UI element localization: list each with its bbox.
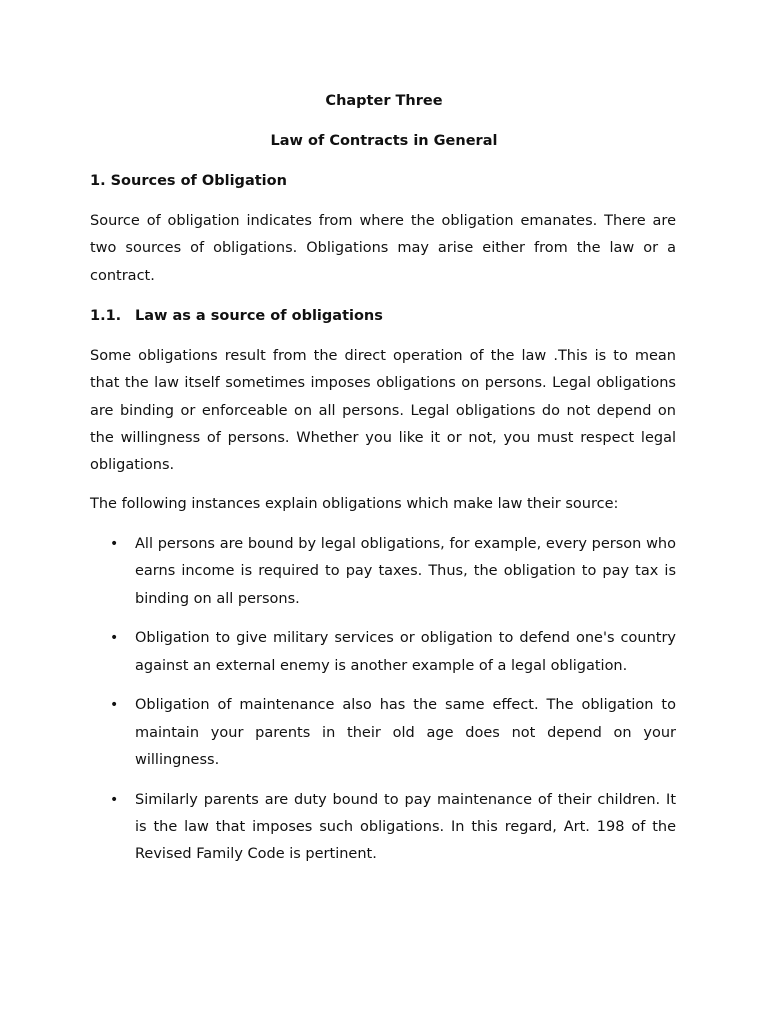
subsection-heading-text: Law as a source of obligations bbox=[135, 308, 383, 324]
list-item bbox=[90, 531, 676, 613]
section-heading-text: Sources of Obligation bbox=[110, 173, 287, 189]
bullet-icon: • bbox=[110, 697, 119, 714]
list-item bbox=[90, 692, 676, 774]
bullet-icon: • bbox=[110, 536, 119, 552]
paragraph-law-source: Some obligations result from the direct operation of the law .This is to mean that the law itself sometimes imposes obligations on persons. Legal obligations are binding or enforceable on all persons. Legal obligations do not depend on the willingness of persons. Whether you like it or not, you must respect legal obligations. bbox=[90, 348, 676, 474]
paragraph-sources: Source of obligation indicates from where the obligation emanates. There are two sources of obligations. Obligations may arise either from the law or a contract. bbox=[90, 213, 676, 284]
chapter-title: Chapter Three bbox=[325, 93, 443, 109]
section-heading-1-1 bbox=[90, 307, 383, 325]
list-item bbox=[90, 787, 676, 869]
list-item-text: Obligation to give military services or obligation to defend one's country against an external enemy is another example of a legal obligation. bbox=[135, 630, 676, 674]
section-heading-1 bbox=[90, 172, 287, 190]
document-title: Law of Contracts in General bbox=[270, 133, 498, 149]
list-item-text: Obligation of maintenance also has the same effect. The obligation to maintain your parents in their old age does not depend on your willingness. bbox=[135, 697, 676, 769]
bullet-icon: • bbox=[110, 791, 119, 808]
list-item bbox=[90, 625, 676, 680]
list-item-text: Similarly parents are duty bound to pay maintenance of their children. It is the law that imposes such obligations. In this regard, Art. 198 of the Revised Family Code is pertinent. bbox=[135, 791, 676, 863]
bullet-icon: • bbox=[110, 630, 119, 647]
paragraph-instances-intro: The following instances explain obligations which make law their source: bbox=[90, 496, 619, 512]
bullet-list bbox=[90, 531, 676, 881]
section-number: 1. bbox=[90, 173, 106, 189]
list-item-text: All persons are bound by legal obligations, for example, every person who earns income is required to pay taxes. Thus, the obligation to pay tax is binding on all persons. bbox=[135, 536, 676, 607]
subsection-number: 1.1. bbox=[90, 308, 122, 324]
